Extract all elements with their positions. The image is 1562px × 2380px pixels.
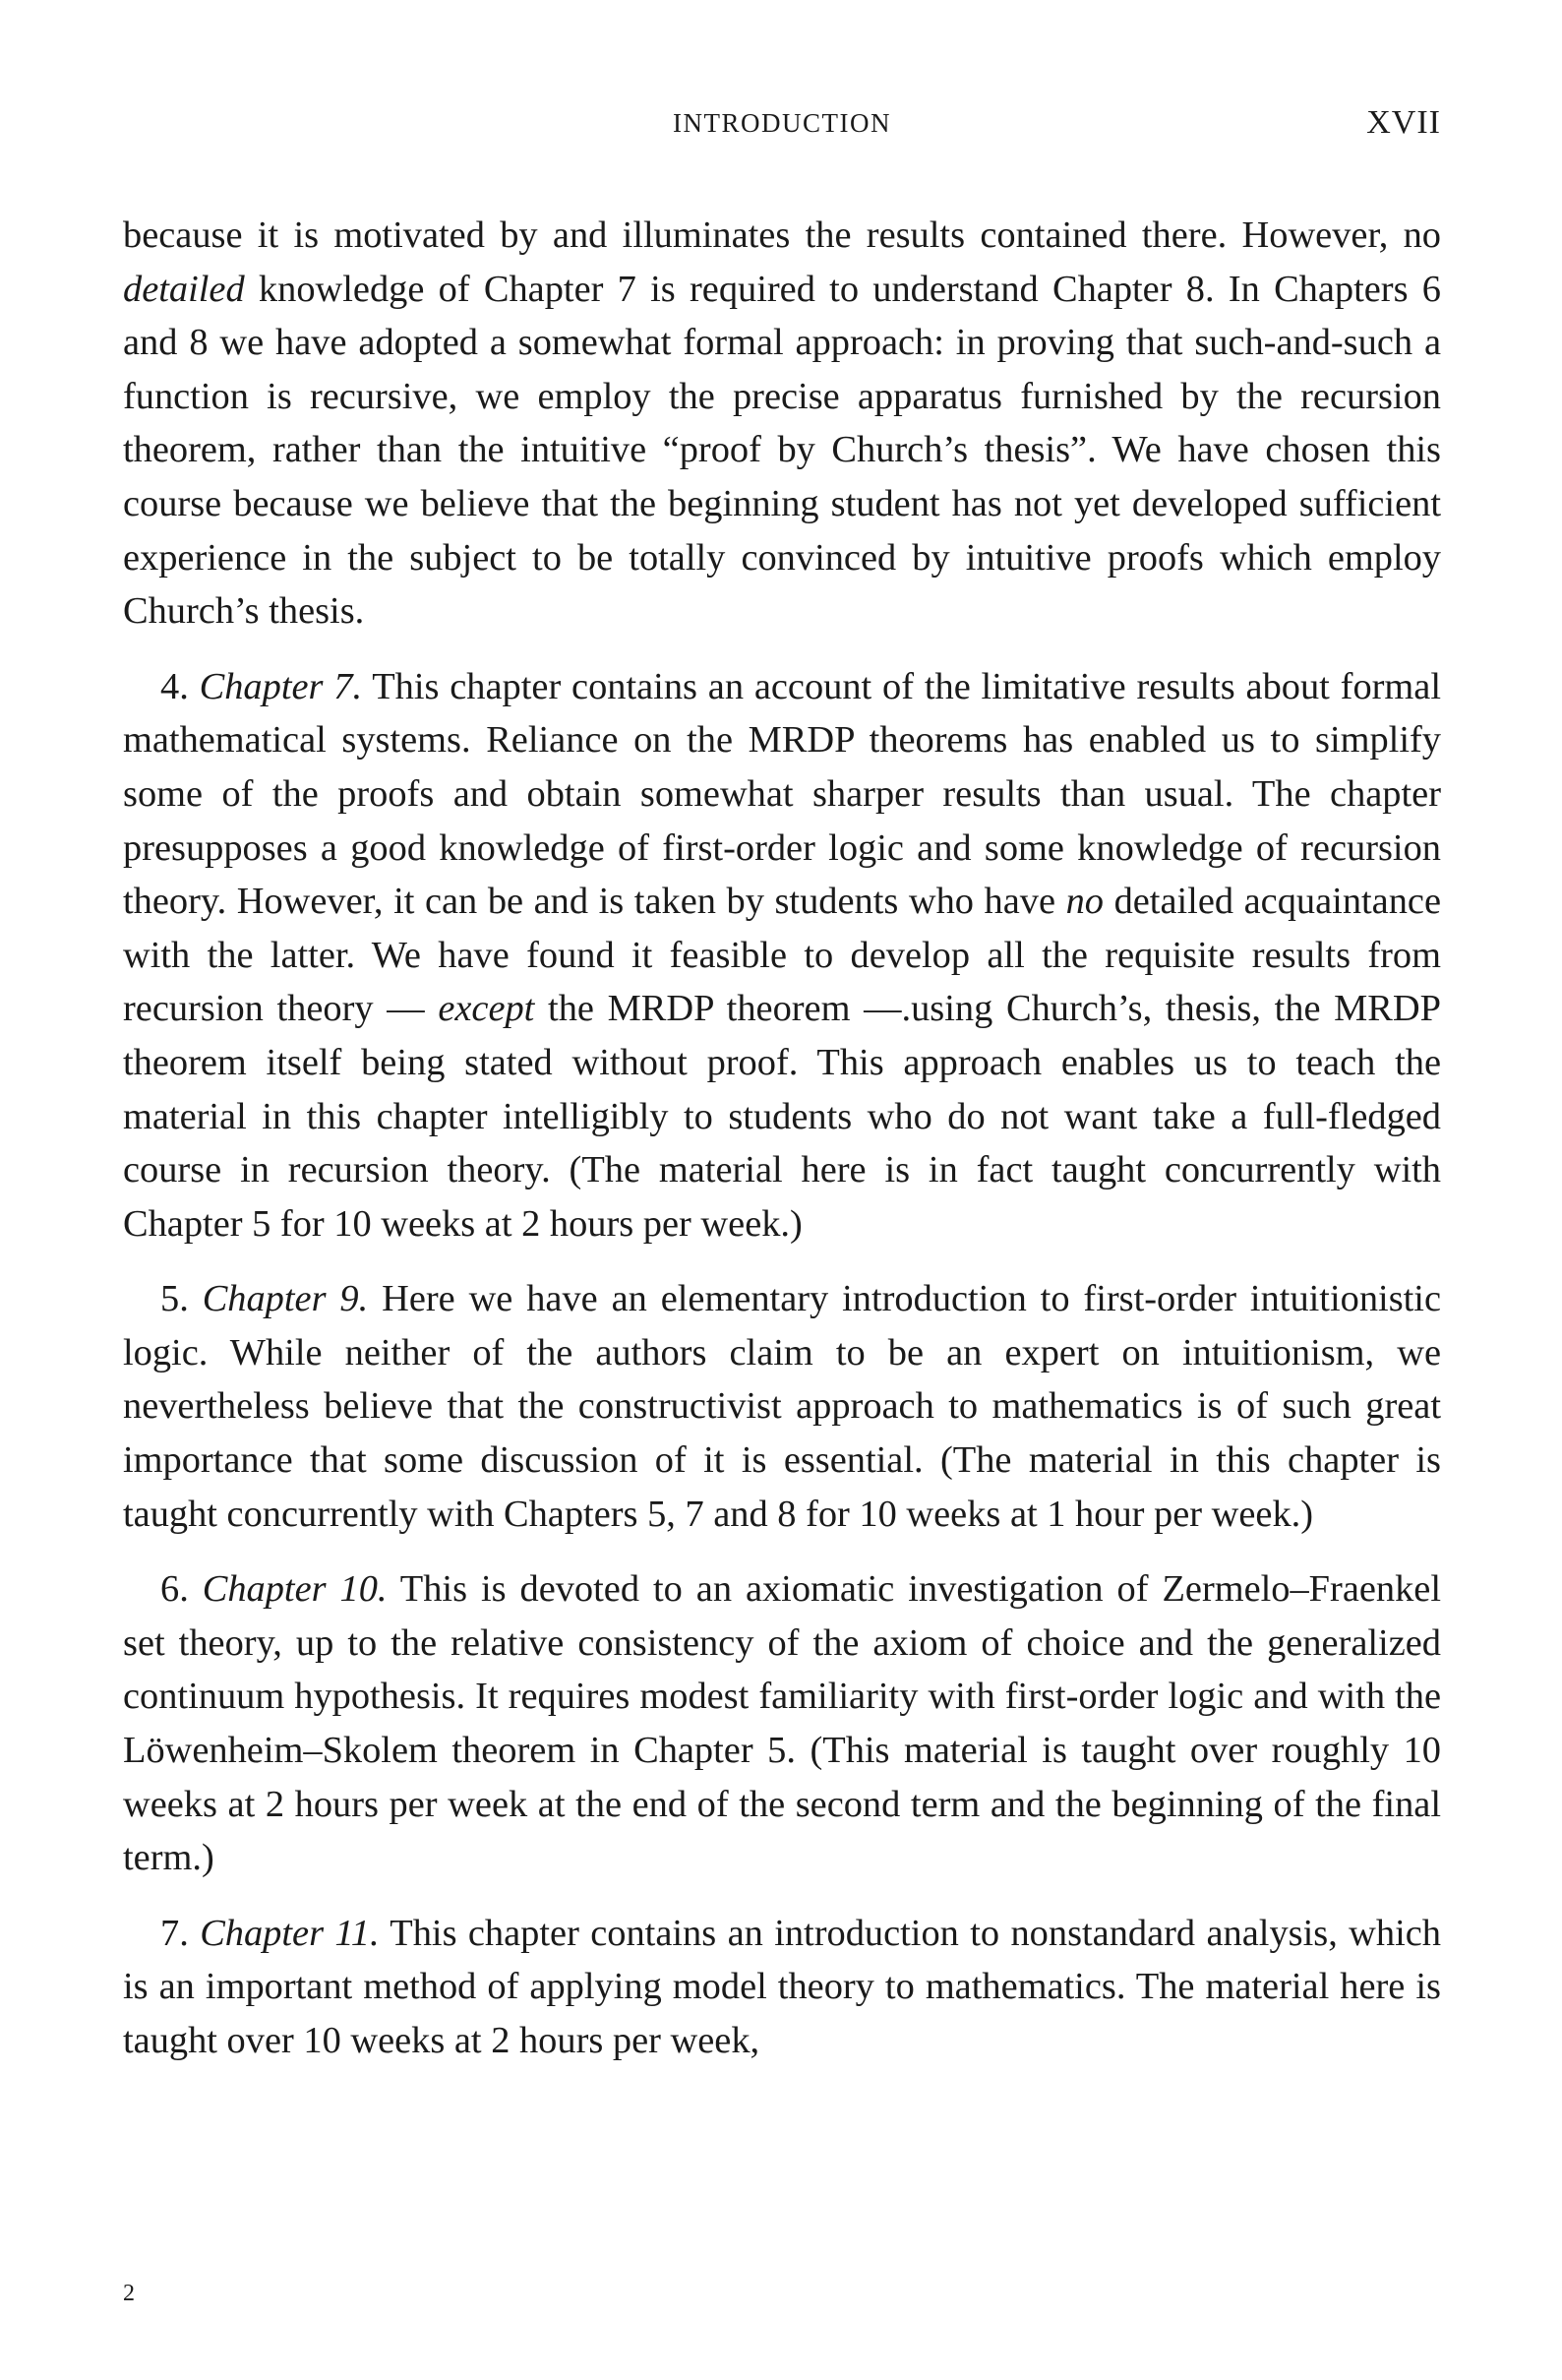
chapter-label: Chapter 7. [199, 665, 363, 707]
text-run: Here we have an elementary introduction to first-order intuitionistic logic. While neither of the authors claim to be an expert on intuitionism, we nevertheless believe that the constructivist approach to mathematics is of such great importance that some discussion of it is essential. (The material in this chapter is taught concurrently with Chapters 5, 7 and 8 for 10 weeks at 1 hour per week.) [123, 1278, 1442, 1535]
paragraph-chapter-11 [123, 1907, 1441, 2068]
text-run: knowledge of Chapter 7 is required to understand Chapter 8. In Chapters 6 and 8 we have adopted a somewhat formal approach: in proving that such-and-such a function is recursive, we employ the precise apparatus furnished by the recursion theorem, rather than the intuitive “proof by Church’s thesis”. We have chosen this course because we believe that the beginning student has not yet developed sufficient experience in the subject to be totally convinced by intuitive proofs which employ Church’s thesis. [123, 268, 1441, 633]
page-number: XVII [1366, 104, 1441, 141]
text-run: This chapter contains an account of the limitative results about formal mathematical systems. Reliance on the MRDP theorems has enabled us to simplify some of the proofs and obtain somewhat sharper results than usual. The chapter presupposes a good knowledge of first-order logic and some knowledge of recursion theory. However, it can be and is taken by students who have [123, 665, 1442, 923]
item-number: 7. [160, 1912, 201, 1954]
paragraph-chapter-7 [123, 660, 1441, 1251]
paragraph-continued [123, 209, 1441, 639]
chapter-label: Chapter 10. [202, 1568, 388, 1611]
text-run: This chapter contains an introduction to nonstandard analysis, which is an important method of applying model theory to mathematics. The material here is taught over 10 weeks at 2 hours per week, [123, 1912, 1442, 2061]
item-number: 6. [160, 1568, 203, 1611]
running-title: INTRODUCTION [673, 108, 891, 138]
emphasis: no [1065, 881, 1104, 923]
paragraph-chapter-10 [123, 1562, 1441, 1885]
chapter-label: Chapter 11. [200, 1912, 380, 1954]
text-run: because it is motivated by and illuminates the results contained there. However, no [123, 214, 1441, 256]
signature-mark: 2 [123, 2281, 135, 2306]
text-run: detailed acquaintance with the latter. We have found it feasible to develop all the requisite results from recursion theory — [123, 881, 1441, 1030]
emphasis: except [438, 988, 535, 1030]
text-run: the MRDP theorem —.using Church’s, thesis, the MRDP theorem itself being stated without proof. This approach enables us to teach the material in this chapter intelligibly to students who do not want take a full-fledged course in recursion theory. (The material here is in fact taught concurrently with Chapter 5 for 10 weeks at 2 hours per week.) [123, 988, 1441, 1245]
item-number: 5. [160, 1278, 203, 1320]
item-number: 4. [160, 665, 200, 707]
text-run: This is devoted to an axiomatic investigation of Zermelo–Fraenkel set theory, up to the relative consistency of the axiom of choice and the generalized continuum hypothesis. It requires modest familiarity with first-order logic and with the Löwenheim–Skolem theorem in Chapter 5. (This material is taught over roughly 10 weeks at 2 hours per week at the end of the second term and the beginning of the final term.) [123, 1568, 1441, 1879]
emphasis: detailed [123, 268, 245, 310]
body-text [123, 209, 1441, 2068]
running-head [123, 104, 1441, 157]
chapter-label: Chapter 9. [202, 1278, 369, 1320]
paragraph-chapter-9 [123, 1272, 1441, 1541]
